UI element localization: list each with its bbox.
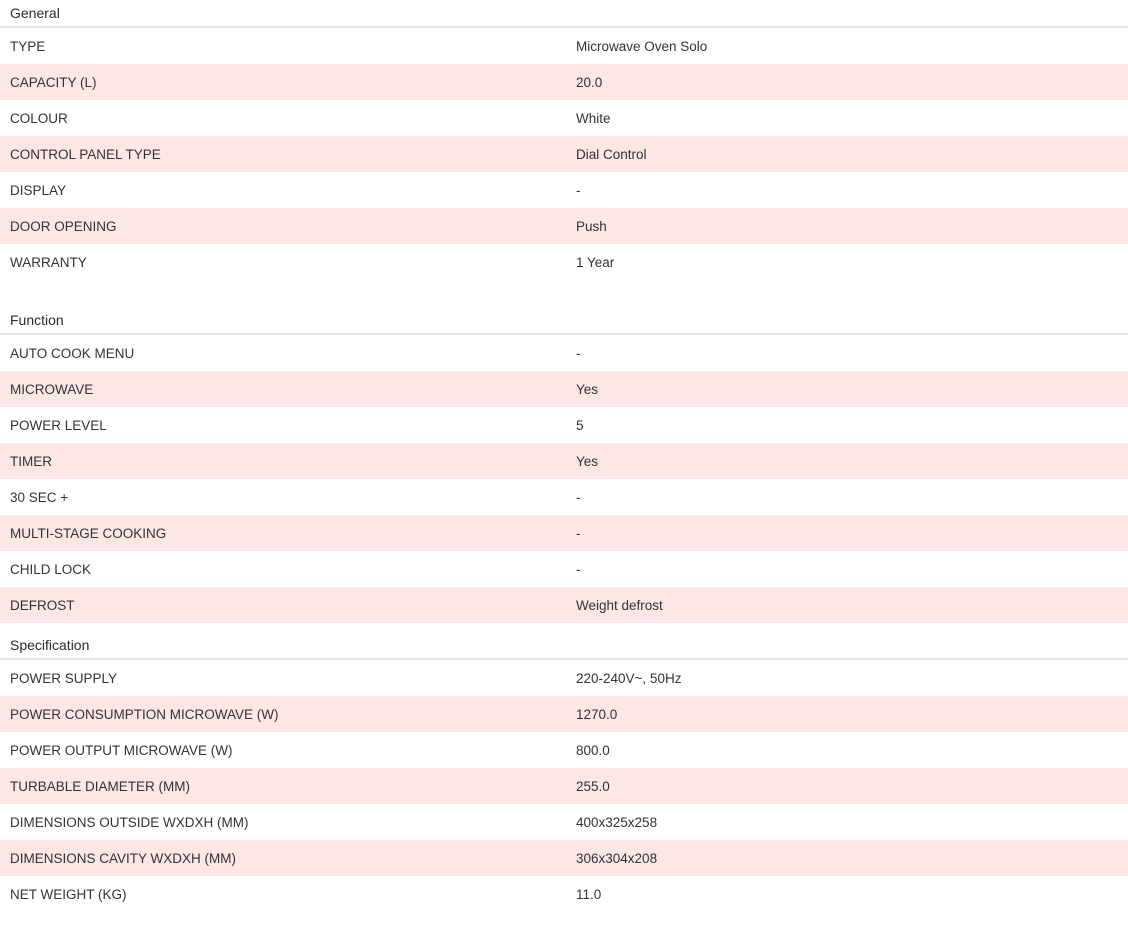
spec-row-label: 30 SEC + bbox=[10, 489, 69, 505]
spec-row-label: MICROWAVE bbox=[10, 381, 94, 397]
spec-row-value: Weight defrost bbox=[576, 597, 663, 613]
spec-row-label: POWER OUTPUT MICROWAVE (W) bbox=[10, 742, 233, 758]
spec-row-label: TIMER bbox=[10, 453, 52, 469]
section-rows-general bbox=[0, 28, 1128, 280]
spec-row bbox=[0, 443, 1128, 479]
spec-section-function bbox=[0, 307, 1128, 623]
spec-row bbox=[0, 840, 1128, 876]
spec-row bbox=[0, 660, 1128, 696]
spec-row-label: CONTROL PANEL TYPE bbox=[10, 146, 161, 162]
spec-row-label: POWER CONSUMPTION MICROWAVE (W) bbox=[10, 706, 279, 722]
spec-row-label: POWER SUPPLY bbox=[10, 670, 118, 686]
spec-row bbox=[0, 64, 1128, 100]
spec-row bbox=[0, 479, 1128, 515]
spec-row-value: - bbox=[576, 345, 581, 361]
spec-row-value: - bbox=[576, 525, 581, 541]
spec-row-label: MULTI-STAGE COOKING bbox=[10, 525, 167, 541]
spec-row-label: CHILD LOCK bbox=[10, 561, 92, 577]
spec-section-specification bbox=[0, 632, 1128, 912]
spec-row bbox=[0, 768, 1128, 804]
spec-row-value: 800.0 bbox=[576, 742, 610, 758]
spec-row bbox=[0, 587, 1128, 623]
spec-row bbox=[0, 244, 1128, 280]
spec-row-value: - bbox=[576, 561, 581, 577]
spec-row bbox=[0, 696, 1128, 732]
spec-row-value: 5 bbox=[576, 417, 584, 433]
spec-row-value: Microwave Oven Solo bbox=[576, 38, 708, 54]
spec-row-label: WARRANTY bbox=[10, 254, 87, 270]
spec-row-value: 255.0 bbox=[576, 778, 610, 794]
spec-row-label: AUTO COOK MENU bbox=[10, 345, 135, 361]
spec-row-label: DEFROST bbox=[10, 597, 75, 613]
spec-row-label: POWER LEVEL bbox=[10, 417, 107, 433]
spec-row-value: 400x325x258 bbox=[576, 814, 658, 830]
section-title-specification: Specification bbox=[0, 632, 1128, 660]
section-title-function: Function bbox=[0, 307, 1128, 335]
spec-row-label: TYPE bbox=[10, 38, 46, 54]
spec-row-value: 20.0 bbox=[576, 74, 603, 90]
section-rows-function bbox=[0, 335, 1128, 623]
section-title-general: General bbox=[0, 0, 1128, 28]
spec-row-value: Push bbox=[576, 218, 607, 234]
spec-row bbox=[0, 515, 1128, 551]
spec-row bbox=[0, 28, 1128, 64]
spec-row-value: 11.0 bbox=[576, 886, 602, 902]
spec-row-label: TURBABLE DIAMETER (MM) bbox=[10, 778, 191, 794]
spec-row-label: COLOUR bbox=[10, 110, 68, 126]
spec-row-value: - bbox=[576, 182, 581, 198]
spec-row-value: Yes bbox=[576, 453, 599, 469]
spec-row bbox=[0, 100, 1128, 136]
spec-row-value: 220-240V~, 50Hz bbox=[576, 670, 682, 686]
spec-row bbox=[0, 172, 1128, 208]
spec-row-label: CAPACITY (L) bbox=[10, 74, 97, 90]
spec-row bbox=[0, 876, 1128, 912]
spec-row bbox=[0, 804, 1128, 840]
spec-row bbox=[0, 732, 1128, 768]
spec-row bbox=[0, 407, 1128, 443]
spec-row bbox=[0, 136, 1128, 172]
spec-row-value: Dial Control bbox=[576, 146, 647, 162]
spec-row-value: 1270.0 bbox=[576, 706, 618, 722]
spec-row-value: White bbox=[576, 110, 611, 126]
spec-row-value: Yes bbox=[576, 381, 599, 397]
spec-row-label: NET WEIGHT (KG) bbox=[10, 886, 127, 902]
section-rows-specification bbox=[0, 660, 1128, 912]
spec-row-label: DIMENSIONS OUTSIDE WXDXH (MM) bbox=[10, 814, 249, 830]
spec-row-label: DOOR OPENING bbox=[10, 218, 117, 234]
spec-row-label: DISPLAY bbox=[10, 182, 67, 198]
spec-row-value: - bbox=[576, 489, 581, 505]
spec-row-value: 1 Year bbox=[576, 254, 615, 270]
spec-row-label: DIMENSIONS CAVITY WXDXH (MM) bbox=[10, 850, 237, 866]
spec-row bbox=[0, 551, 1128, 587]
spec-row bbox=[0, 335, 1128, 371]
spec-section-general bbox=[0, 0, 1128, 280]
spec-row bbox=[0, 371, 1128, 407]
spec-row-value: 306x304x208 bbox=[576, 850, 658, 866]
spec-row bbox=[0, 208, 1128, 244]
